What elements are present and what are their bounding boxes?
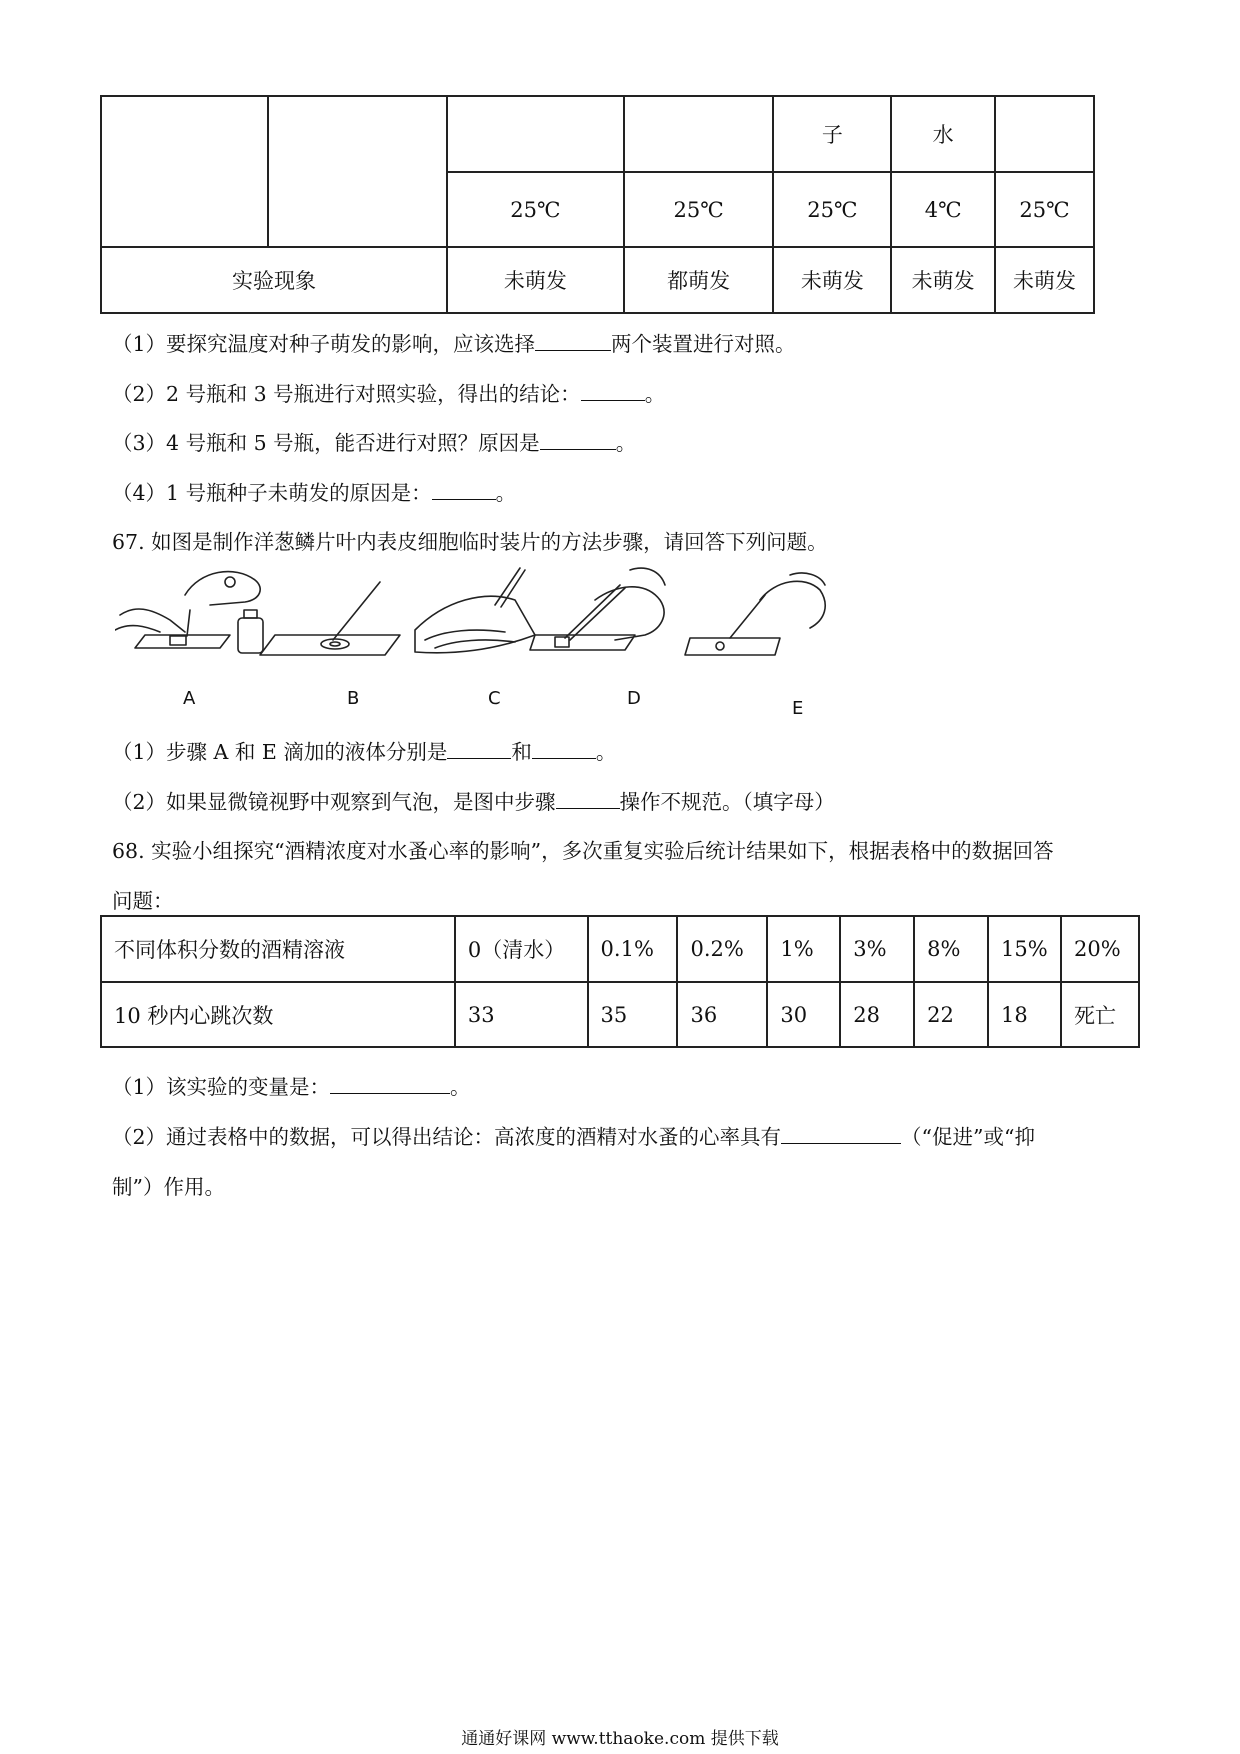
- answer-blank[interactable]: [532, 740, 596, 759]
- figure-label-c: C: [488, 688, 501, 709]
- empty-cell: [624, 96, 774, 172]
- heartbeat-cell: 35: [588, 982, 678, 1047]
- phenomenon-cell: 未萌发: [773, 247, 891, 313]
- phenomenon-cell: 未萌发: [891, 247, 995, 313]
- answer-blank[interactable]: [540, 431, 616, 450]
- concentration-cell: 0.1%: [588, 916, 678, 982]
- heartbeat-label: 10 秒内心跳次数: [101, 982, 455, 1047]
- temperature-cell: 25℃: [995, 172, 1094, 247]
- concentration-cell: 15%: [988, 916, 1061, 982]
- concentration-cell: 3%: [840, 916, 914, 982]
- q68-part2-cont: 制”）作用。: [112, 1175, 225, 1199]
- step-e-drawing: [685, 573, 825, 655]
- q68-part2: （2）通过表格中的数据，可以得出结论：高浓度的酒精对水蚤的心率具有 （“促进”或“抑: [112, 1125, 1035, 1149]
- figure-label-b: B: [347, 688, 360, 709]
- empty-cell: [101, 96, 268, 247]
- step-b-drawing: [260, 582, 400, 655]
- concentration-cell: 1%: [767, 916, 840, 982]
- heartbeat-cell: 22: [914, 982, 988, 1047]
- q67-title: 67. 如图是制作洋葱鳞片叶内表皮细胞临时装片的方法步骤，请回答下列问题。: [112, 530, 828, 554]
- heartbeat-cell: 死亡: [1061, 982, 1139, 1047]
- q67-part2: （2）如果显微镜视野中观察到气泡，是图中步骤 操作不规范。（填字母）: [112, 790, 835, 814]
- concentration-label: 不同体积分数的酒精溶液: [101, 916, 455, 982]
- phenomenon-label: 实验现象: [101, 247, 447, 313]
- phenomenon-cell: 都萌发: [624, 247, 774, 313]
- answer-blank[interactable]: [781, 1125, 901, 1144]
- phenomenon-cell: 未萌发: [447, 247, 624, 313]
- q68-title-line1: 68. 实验小组探究“酒精浓度对水蚤心率的影响”，多次重复实验后统计结果如下，根据表格中的数据回答: [112, 839, 1054, 863]
- concentration-cell: 20%: [1061, 916, 1139, 982]
- temperature-cell: 25℃: [773, 172, 891, 247]
- step-d-drawing: [530, 568, 665, 650]
- q68-part1: （1）该实验的变量是： 。: [112, 1075, 471, 1099]
- page-footer: 通通好课网 www.tthaoke.com 提供下载: [461, 1729, 779, 1749]
- q66-part3: （3）4 号瓶和 5 号瓶，能否进行对照？原因是 。: [112, 431, 637, 455]
- answer-blank[interactable]: [432, 481, 496, 500]
- concentration-cell: 0（清水）: [455, 916, 588, 982]
- heartbeat-cell: 18: [988, 982, 1061, 1047]
- q68-title-line2: 问题：: [112, 889, 174, 913]
- answer-blank[interactable]: [581, 382, 645, 401]
- figure-label-e: E: [792, 698, 804, 719]
- empty-cell: [268, 96, 448, 247]
- condition-cell: 水: [891, 96, 995, 172]
- figure-label-d: D: [627, 688, 641, 709]
- q66-part1: （1）要探究温度对种子萌发的影响，应该选择 两个装置进行对照。: [112, 332, 796, 356]
- figure-label-a: A: [183, 688, 196, 709]
- heartbeat-cell: 30: [767, 982, 840, 1047]
- step-c-drawing: [415, 568, 535, 653]
- condition-cell: 子: [773, 96, 891, 172]
- q67-part1: （1）步骤 A 和 E 滴加的液体分别是 和 。: [112, 740, 617, 764]
- temperature-cell: 25℃: [447, 172, 624, 247]
- heartbeat-cell: 28: [840, 982, 914, 1047]
- answer-blank[interactable]: [330, 1075, 450, 1094]
- answer-blank[interactable]: [447, 740, 511, 759]
- empty-cell: [995, 96, 1094, 172]
- seed-germination-table: [100, 95, 1095, 314]
- concentration-cell: 0.2%: [677, 916, 767, 982]
- slide-preparation-steps-illustration: [115, 560, 925, 680]
- q66-part2: （2）2 号瓶和 3 号瓶进行对照实验，得出的结论： 。: [112, 382, 666, 406]
- answer-blank[interactable]: [535, 332, 611, 351]
- temperature-cell: 4℃: [891, 172, 995, 247]
- q66-part4: （4）1 号瓶种子未萌发的原因是： 。: [112, 481, 517, 505]
- heartbeat-cell: 33: [455, 982, 588, 1047]
- heartbeat-cell: 36: [677, 982, 767, 1047]
- empty-cell: [447, 96, 624, 172]
- answer-blank[interactable]: [556, 790, 620, 809]
- phenomenon-cell: 未萌发: [995, 247, 1094, 313]
- alcohol-heartbeat-table: [100, 915, 1140, 1048]
- concentration-cell: 8%: [914, 916, 988, 982]
- step-a-drawing: [115, 572, 263, 653]
- temperature-cell: 25℃: [624, 172, 774, 247]
